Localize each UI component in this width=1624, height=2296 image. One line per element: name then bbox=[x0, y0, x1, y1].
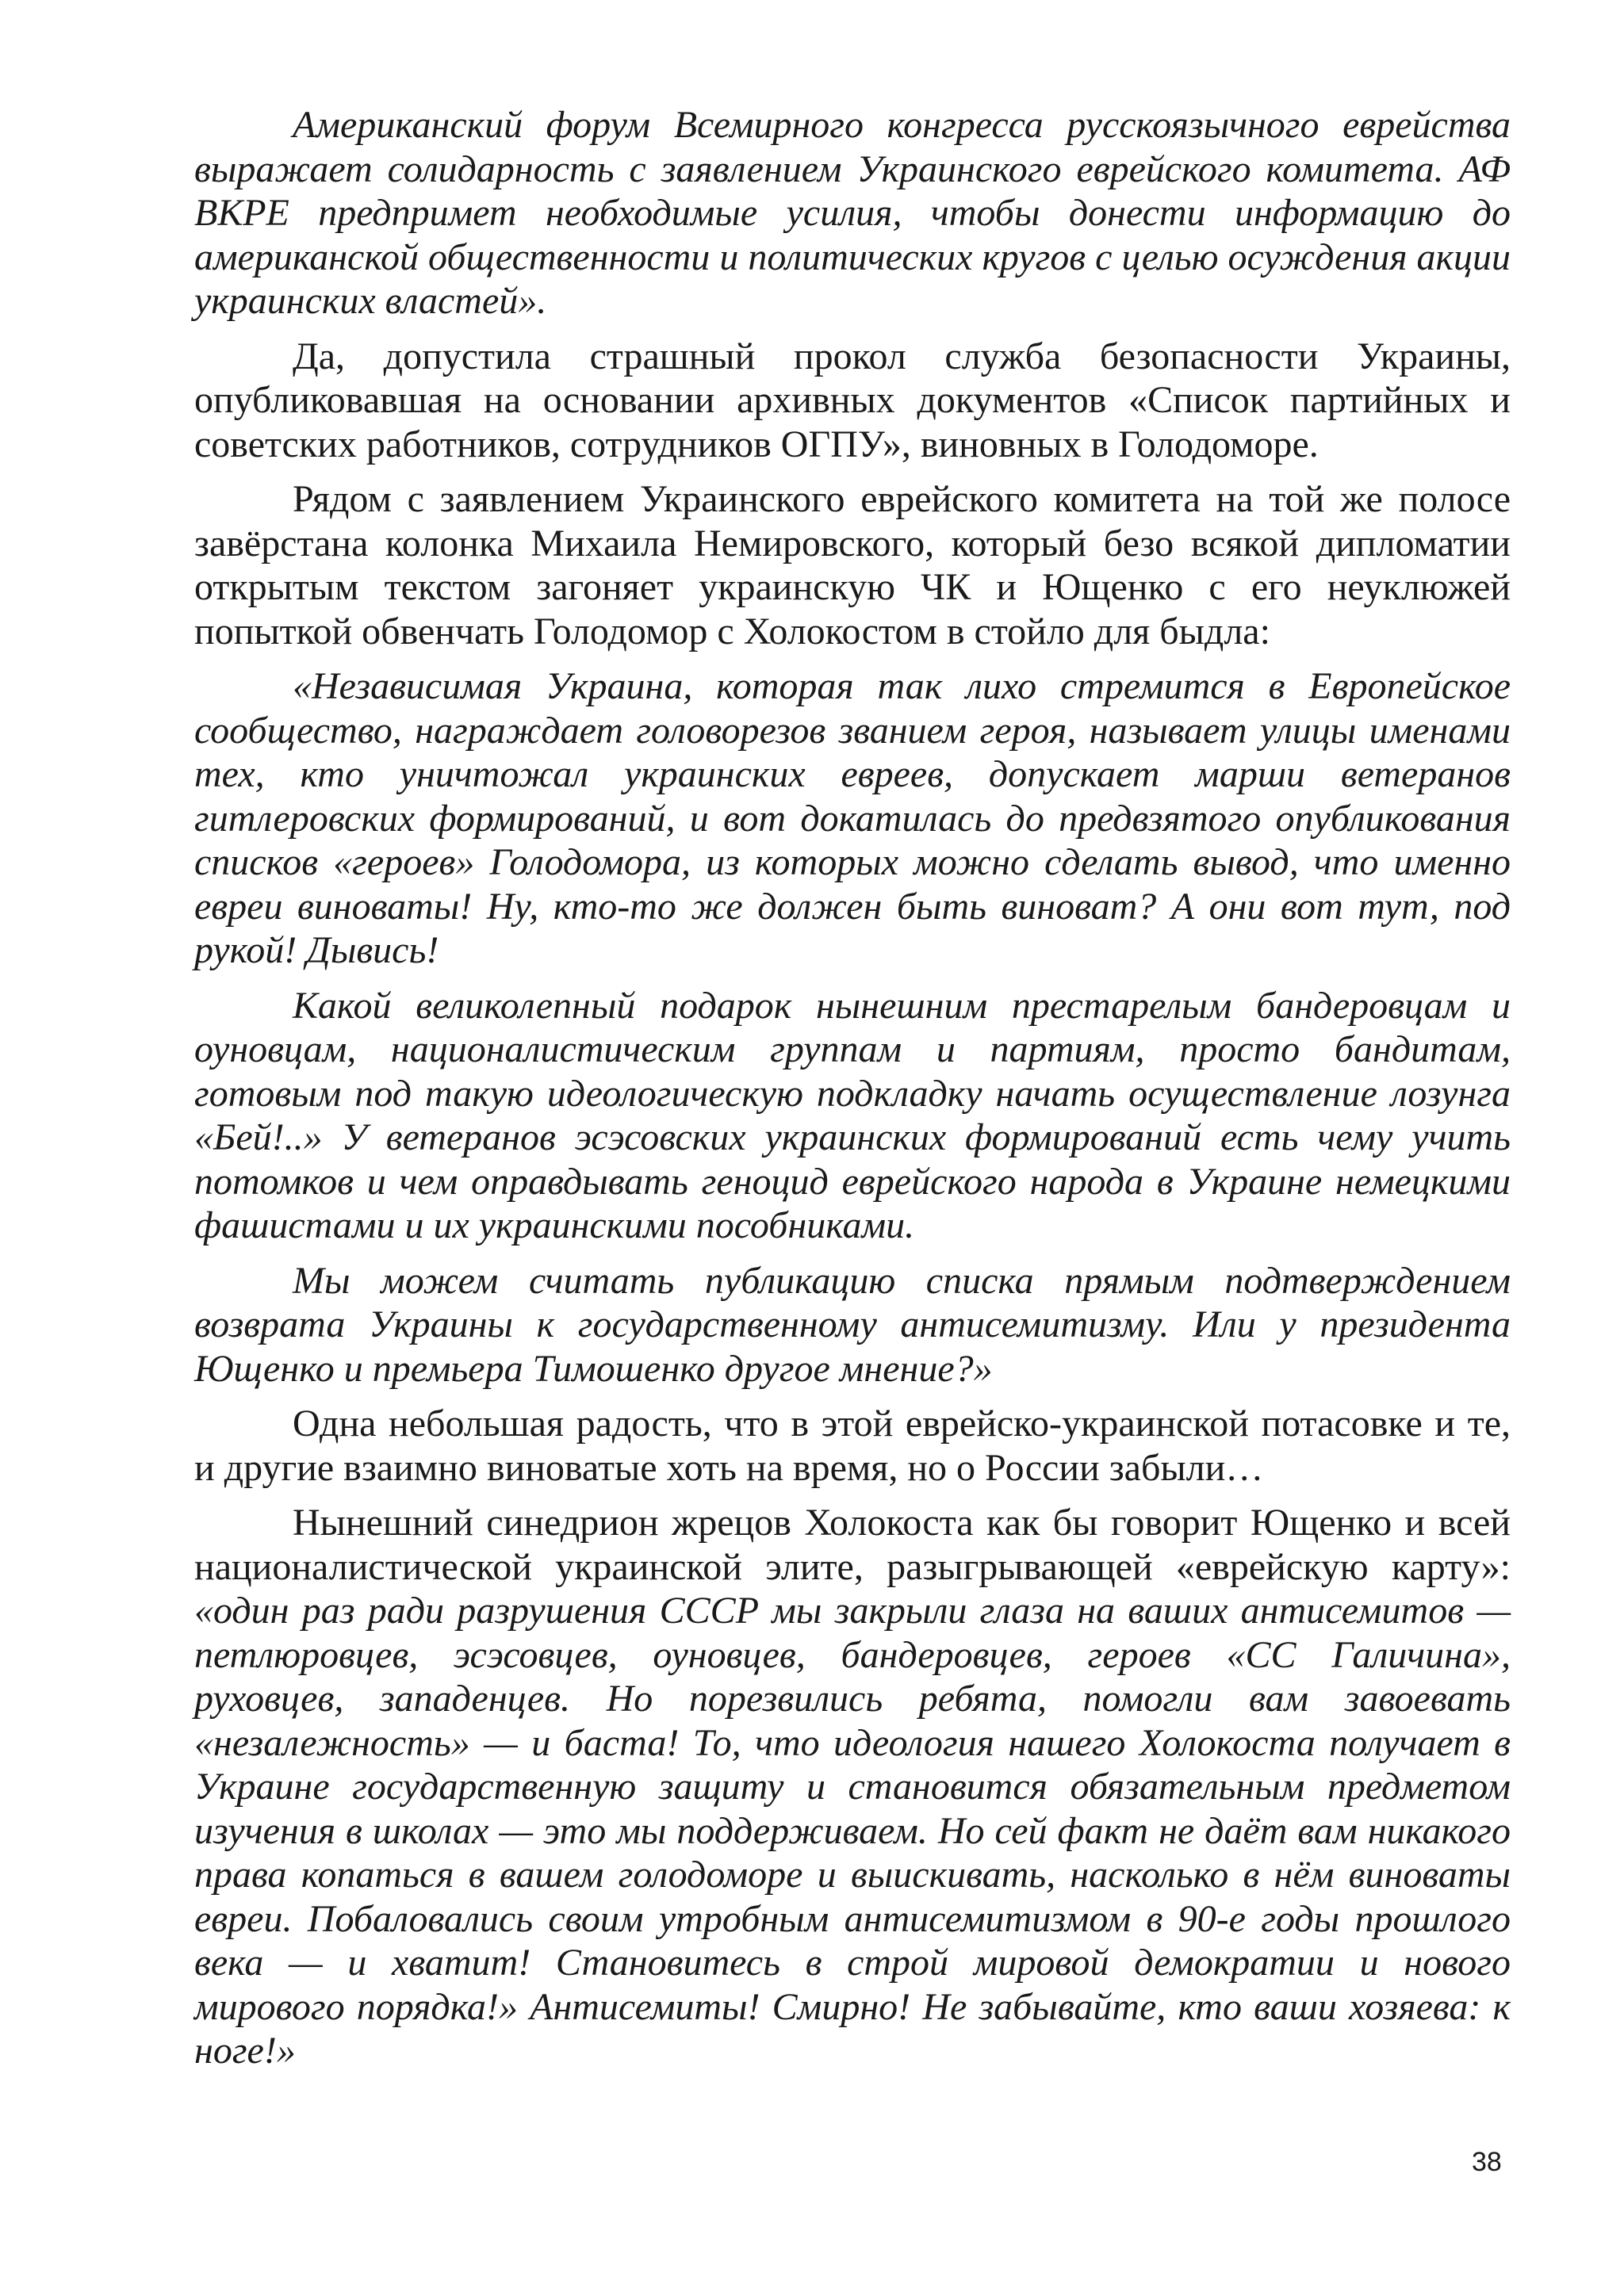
paragraph-quote-independent-ukraine: «Независимая Украина, которая так лихо стремится в Европейское сообщество, награждает головорезов званием героя, называет улицы именами тех, кто уничтожал украинских евреев, допускает марши ветеранов гитлеровских формирований, и вот докатилась до предвзятого опубликования списков «героев» Голодомора, из которых можно сделать вывод, что именно евреи виноваты! Ну, кто-то же должен быть виноват? А они вот тут, под рукой! Дывись! bbox=[194, 665, 1511, 971]
paragraph-sanhedrin bbox=[194, 1501, 1511, 2073]
page-number: 38 bbox=[1472, 2147, 1502, 2177]
page-body bbox=[194, 103, 1511, 2084]
paragraph-quote-gift: Какой великолепный подарок нынешним престарелым бандеровцам и оуновцам, националистическим группам и партиям, просто бандитам, готовым под такую идеологическую подкладку начать осуществление лозунга «Бей!..» У ветеранов эсэсовских украинских формирований есть чему учить потомков и чем оправдывать геноцид еврейского народа в Украине немецкими фашистами и их украинскими пособниками. bbox=[194, 984, 1511, 1246]
paragraph-small-joy: Одна небольшая радость, что в этой еврейско-украинской потасовке и те, и другие взаимно виноватые хоть на время, но о России забыли… bbox=[194, 1402, 1511, 1489]
paragraph-quote-af-vkre: Американский форум Всемирного конгресса русскоязычного еврейства выражает солидарность с заявлением Украинского еврейского комитета. АФ ВКРЕ предпримет необходимые усилия, чтобы донести информацию до американской общественности и политических кругов с целью осуждения акции украинских властей». bbox=[194, 104, 1511, 322]
paragraph-quote-antisemitism: Мы можем считать публикацию списка прямым подтверждением возврата Украины к государственному антисемитизму. Или у президента Ющенко и премьера Тимошенко другое мнение?» bbox=[194, 1259, 1511, 1390]
paragraph-sanhedrin-quote: «один раз ради разрушения СССР мы закрыли глаза на ваших антисемитов — петлюровцев, эсэсовцев, оуновцев, бандеровцев, героев «СС Галичина», руховцев, западенцев. Но порезвились ребята, помогли вам завоевать «незалежность» — и баста! То, что идеология нашего Холокоста получает в Украине государственную защиту и становится обязательным предметом изучения в школах — это мы поддерживаем. Но сей факт не даёт вам никакого права копаться в вашем голодоморе и выискивать, насколько в нём виноваты евреи. Побаловались своим утробным антисемитизмом в 90-е годы прошлого века — и хватит! Становитесь в строй мировой демократии и нового мирового порядка!» Антисемиты! Смирно! Не забывайте, кто ваши хозяева: к ноге!» bbox=[194, 1590, 1511, 2072]
paragraph-nemirovsky-column: Рядом с заявлением Украинского еврейского комитета на той же полосе завёрстана колонка Михаила Немировского, который безо всякой дипломатии открытым текстом загоняет украинскую ЧК и Ющенко с его неуклюжей попыткой обвенчать Голодомор с Холокостом в стойло для быдла: bbox=[194, 478, 1511, 652]
paragraph-sanhedrin-lead: Нынешний синедрион жрецов Холокоста как бы говорит Ющенко и всей националистической украинской элите, разыгрывающей «еврейскую карту»: bbox=[194, 1502, 1511, 1588]
paragraph-sbu-list: Да, допустила страшный прокол служба безопасности Украины, опубликовавшая на основании архивных документов «Список партийных и советских работников, сотрудников ОГПУ», виновных в Голодоморе. bbox=[194, 335, 1511, 465]
